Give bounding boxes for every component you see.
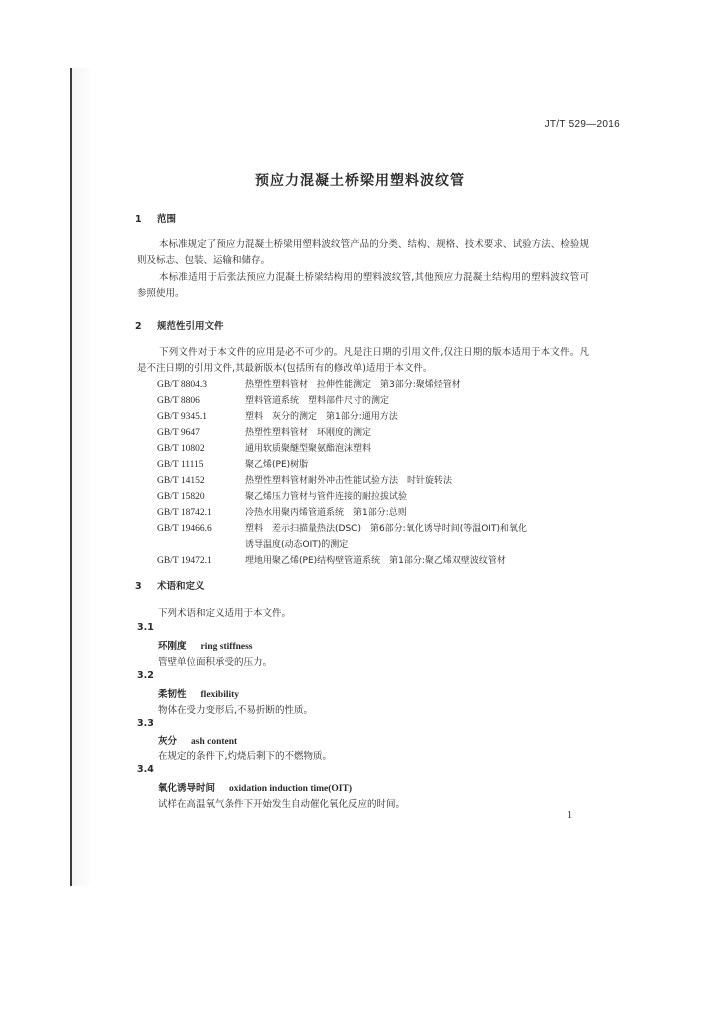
- term-heading: [158, 780, 352, 794]
- section-number: 2: [135, 321, 142, 332]
- reference-row: [157, 521, 597, 553]
- reference-title: 埋地用聚乙烯(PE)结构壁管道系统 第1部分:聚乙烯双壁波纹管材: [245, 556, 506, 566]
- reference-title: 聚乙烯(PE)树脂: [245, 460, 309, 470]
- term-number: 3.1: [137, 622, 154, 633]
- term-heading: [158, 686, 239, 700]
- term-definition: 在规定的条件下,灼烧后剩下的不燃物质。: [158, 751, 333, 762]
- reference-code: GB/T 19466.6: [157, 524, 212, 534]
- reference-row: [157, 505, 597, 521]
- section-number: 1: [135, 214, 142, 225]
- reference-code: GB/T 8806: [157, 396, 200, 406]
- term-english: ring stiffness: [200, 642, 253, 652]
- reference-row: [157, 441, 597, 457]
- term-chinese: 环刚度: [158, 641, 187, 652]
- section-title: 范围: [157, 214, 177, 225]
- reference-title: 热塑性塑料管材耐外冲击性能试验方法 时针旋转法: [245, 476, 453, 486]
- section-1-heading: [135, 211, 176, 225]
- term-chinese: 柔韧性: [158, 689, 187, 700]
- reference-code: GB/T 9345.1: [157, 412, 207, 422]
- reference-list: [157, 377, 597, 569]
- term-english: oxidation induction time(OIT): [229, 784, 353, 794]
- term-heading: [158, 733, 237, 747]
- reference-title: 冷热水用聚丙烯管道系统 第1部分:总则: [245, 508, 407, 518]
- section-1-paragraph-1: 本标准规定了预应力混凝土桥梁用塑料波纹管产品的分类、结构、规格、技术要求、试验方法、检验规则及标志、包装、运输和储存。: [137, 239, 589, 266]
- term-heading: [158, 638, 253, 652]
- reference-title: 聚乙烯压力管材与管件连接的耐拉拔试验: [245, 492, 408, 502]
- reference-row: [157, 457, 597, 473]
- reference-title: 塑料 差示扫描量热法(DSC) 第6部分:氧化诱导时间(等温OIT)和氧化: [245, 524, 527, 534]
- reference-code: GB/T 14152: [157, 476, 205, 486]
- term-number: 3.2: [137, 670, 154, 681]
- section-1-paragraph-2: 本标准适用于后张法预应力混凝土桥梁结构用的塑料波纹管,其他预应力混凝土结构用的塑料波纹管可参照使用。: [137, 272, 589, 299]
- reference-code: GB/T 18742.1: [157, 508, 212, 518]
- term-chinese: 灰分: [158, 736, 178, 747]
- term-definition: 管壁单位面积承受的压力。: [158, 657, 273, 668]
- term-english: flexibility: [200, 690, 240, 700]
- reference-row: [157, 489, 597, 505]
- reference-row: [157, 553, 597, 569]
- section-number: 3: [135, 581, 142, 592]
- reference-row: [157, 393, 597, 409]
- section-3-intro: 下列术语和定义适用于本文件。: [158, 608, 292, 619]
- reference-title: 通用软质聚醚型聚氨酯泡沫塑料: [245, 444, 372, 454]
- reference-code: GB/T 10802: [157, 444, 205, 454]
- term-chinese: 氧化诱导时间: [158, 783, 216, 794]
- section-2-intro: 下列文件对于本文件的应用是必不可少的。凡是注日期的引用文件,仅注日期的版本适用于本文件。凡是不注日期的引用文件,其最新版本(包括所有的修改单)适用于本文件。: [137, 347, 589, 374]
- term-english: ash content: [191, 737, 238, 747]
- reference-title-continued: 诱导温度(动态OIT)的测定: [245, 540, 349, 550]
- page-number: 1: [567, 810, 572, 821]
- reference-row: [157, 473, 597, 489]
- section-title: 规范性引用文件: [157, 321, 224, 332]
- reference-code: GB/T 8804.3: [157, 380, 207, 390]
- reference-title: 热塑性塑料管材 环刚度的测定: [245, 428, 372, 438]
- reference-row: [157, 377, 597, 393]
- standard-code: JT/T 529—2016: [544, 119, 620, 130]
- term-number: 3.3: [137, 718, 154, 729]
- reference-title: 热塑性塑料管材 拉伸性能测定 第3部分:聚烯烃管材: [245, 380, 461, 390]
- term-definition: 试样在高温氧气条件下开始发生自动催化氧化反应的时间。: [158, 799, 406, 810]
- section-2-heading: [135, 318, 224, 332]
- term-number: 3.4: [137, 764, 154, 775]
- reference-code: GB/T 9647: [157, 428, 200, 438]
- term-definition: 物体在受力变形后,不易折断的性质。: [158, 705, 314, 716]
- reference-title: 塑料 灰分的测定 第1部分:通用方法: [245, 412, 398, 422]
- reference-code: GB/T 15820: [157, 492, 205, 502]
- reference-row: [157, 409, 597, 425]
- reference-code: GB/T 19472.1: [157, 556, 212, 566]
- section-3-heading: [135, 578, 205, 592]
- document-title: 预应力混凝土桥梁用塑料波纹管: [255, 173, 465, 189]
- reference-code: GB/T 11115: [157, 460, 204, 470]
- reference-title: 塑料管道系统 塑料部件尺寸的测定: [245, 396, 390, 406]
- section-title: 术语和定义: [157, 581, 205, 592]
- reference-row: [157, 425, 597, 441]
